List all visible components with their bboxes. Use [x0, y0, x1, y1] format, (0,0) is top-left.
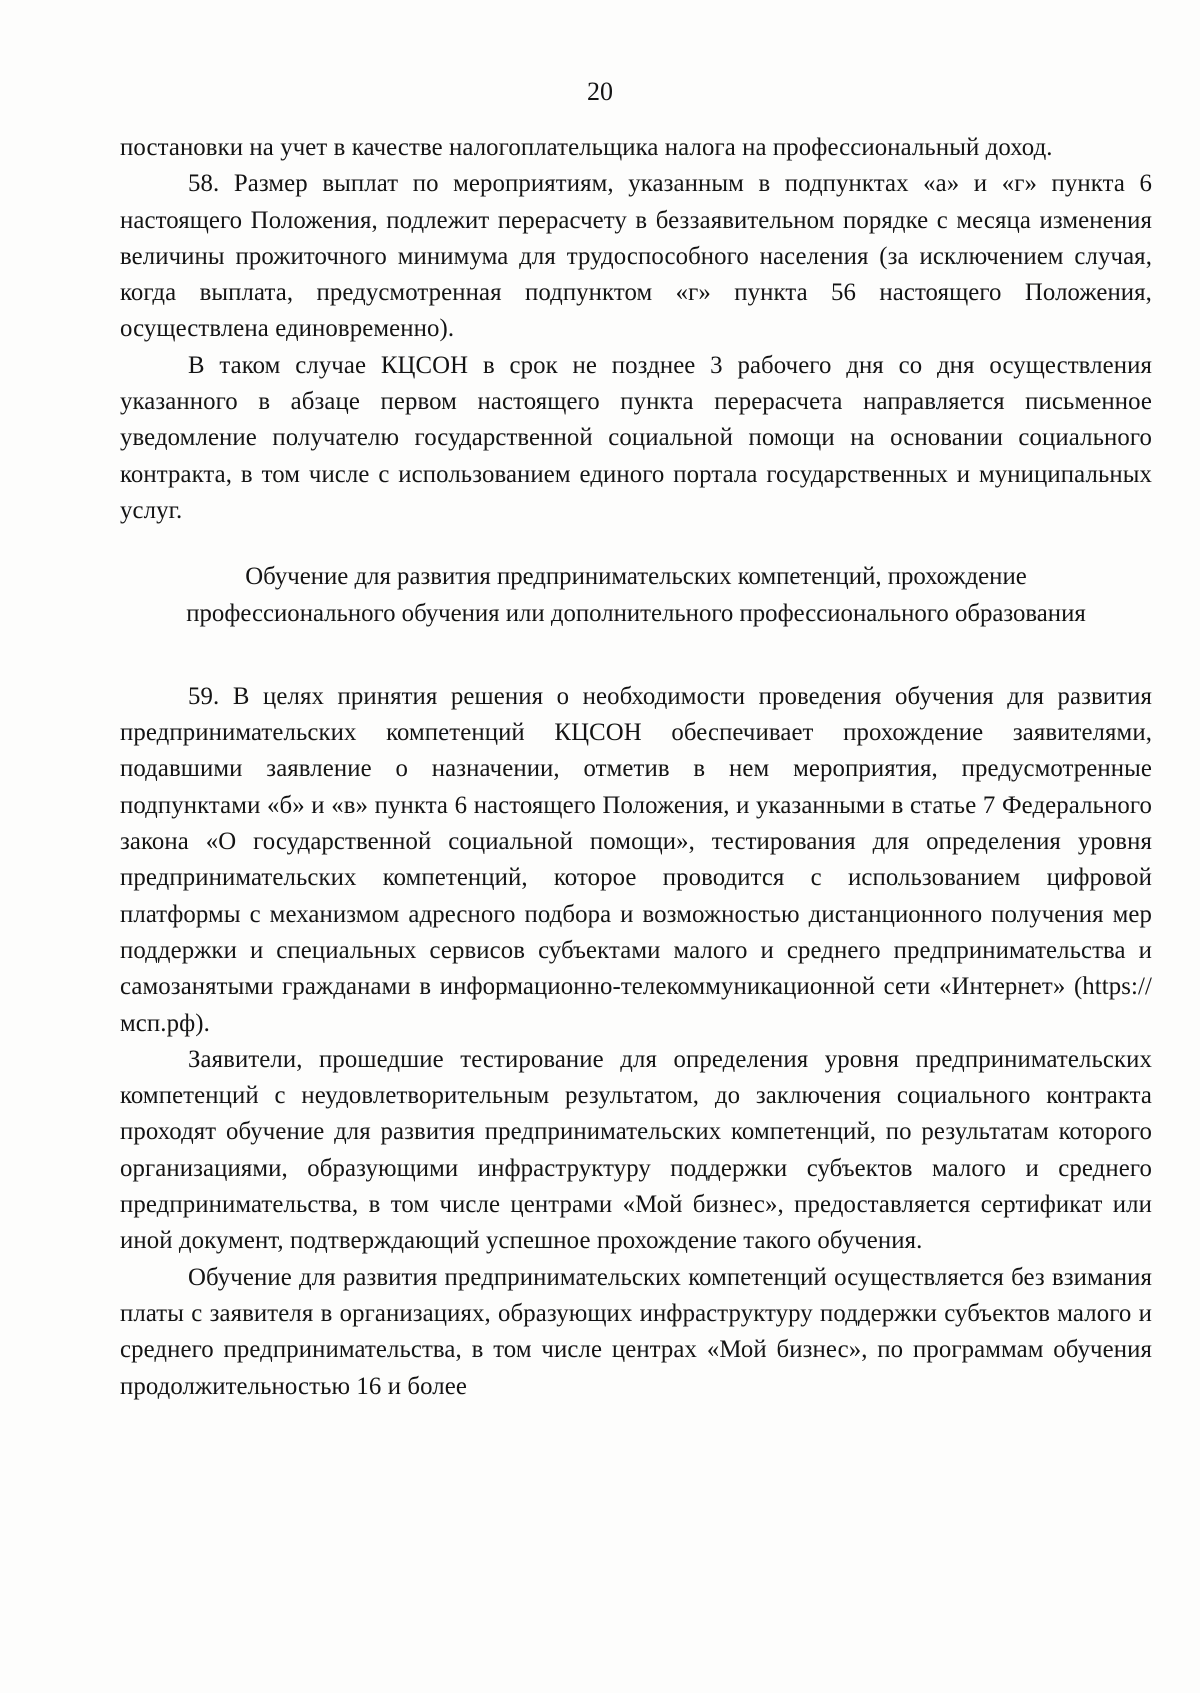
paragraph-58: 58. Размер выплат по мероприятиям, указанным в подпунктах «а» и «г» пункта 6 настоящего Положения, подлежит перерасчету в беззаявительном порядке с месяца изменения величины прожиточного минимума для трудоспособного населения (за исключением случая, когда выплата, предусмотренная подпунктом «г» пункта 56 настоящего Положения, осуществлена единовременно). [120, 170, 1152, 343]
paragraph-continuation: постановки на учет в качестве налогоплательщика налога на профессиональный доход. [120, 134, 1053, 161]
paragraph-59-training: Обучение для развития предпринимательских компетенций осуществляется без взимания платы с заявителя в организациях, образующих инфраструктуру поддержки субъектов малого и среднего предпринимательства, в том числе центрах «Мой бизнес», по программам обучения продолжительностью 16 и более [120, 1263, 1152, 1400]
paragraph-59-applicants: Заявители, прошедшие тестирование для определения уровня предпринимательских компетенций с неудовлетворительным результатом, до заключения социального контракта проходят обучение для развития предпринимательских компетенций, по результатам которого организациями, образующими инфраструктуру поддержки субъектов малого и среднего предпринимательства, в том числе центрами «Мой бизнес», предоставляется сертификат или иной документ, подтверждающий успешное прохождение такого обучения. [120, 1045, 1152, 1255]
section-heading [120, 559, 1152, 632]
paragraph-58-notification: В таком случае КЦСОН в срок не позднее 3 рабочего дня со дня осуществления указанного в абзаце первом настоящего пункта перерасчета направляется письменное уведомление получателю государственной социальной помощи на основании социального контракта, в том числе с использованием единого портала государственных и муниципальных услуг. [120, 351, 1152, 524]
page-number: 20 [587, 77, 613, 106]
paragraph-59: 59. В целях принятия решения о необходимости проведения обучения для развития предпринимательских компетенций КЦСОН обеспечивает прохождение заявителями, подавшими заявление о назначении, отметив в нем мероприятия, предусмотренные подпунктами «б» и «в» пункта 6 настоящего Положения, и указанными в статье 7 Федерального закона «О государственной социальной помощи», тестирования для определения уровня предпринимательских компетенций, которое проводится с использованием цифровой платформы с механизмом адресного подбора и возможностью дистанционного получения мер поддержки и специальных сервисов субъектами малого и среднего предпринимательства и самозанятыми гражданами в информационно-телекоммуникационной сети «Интернет» (https://мсп.рф). [120, 682, 1152, 1037]
section-heading-line-1: Обучение для развития предпринимательских компетенций, прохождение [245, 563, 1027, 591]
document-body [120, 130, 1152, 1405]
section-heading-line-2: профессионального обучения или дополнительного профессионального образования [186, 599, 1086, 627]
